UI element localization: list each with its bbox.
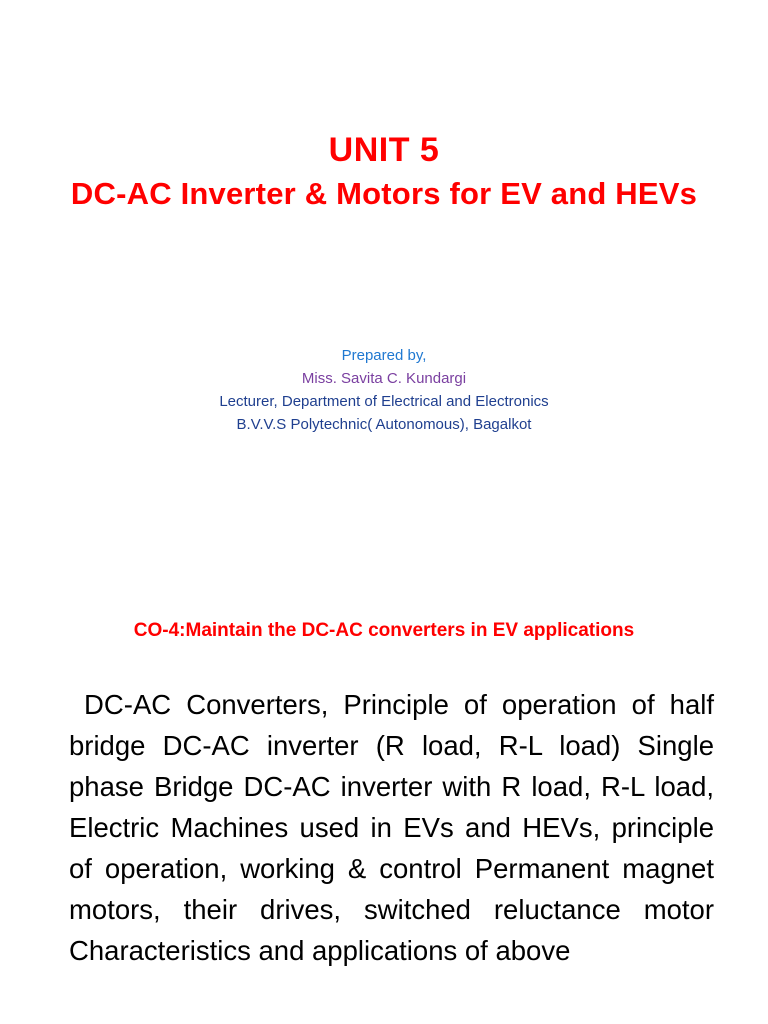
preparer-info	[0, 344, 768, 436]
syllabus-text: DC-AC Converters, Principle of operation of half bridge DC-AC inverter (R load, R-L load) Single phase Bridge DC-AC inverter with R load, R-L load, Electric Machines used in EVs and HEVs, principle of operation, working & control Permanent magnet motors, their drives, switched reluctance motor Characteristics and applications of above	[69, 689, 714, 966]
course-outcome: CO-4:Maintain the DC-AC converters in EV applications	[133, 620, 635, 641]
preparer-role: Lecturer, Department of Electrical and Electronics	[219, 393, 549, 410]
prepared-by-label: Prepared by,	[341, 347, 427, 364]
slide-title	[0, 128, 768, 216]
unit-subtitle: DC-AC Inverter & Motors for EV and HEVs	[70, 176, 698, 211]
preparer-institution: B.V.V.S Polytechnic( Autonomous), Bagalkot	[236, 416, 532, 433]
unit-title: UNIT 5	[328, 131, 440, 169]
preparer-name: Miss. Savita C. Kundargi	[301, 370, 467, 387]
